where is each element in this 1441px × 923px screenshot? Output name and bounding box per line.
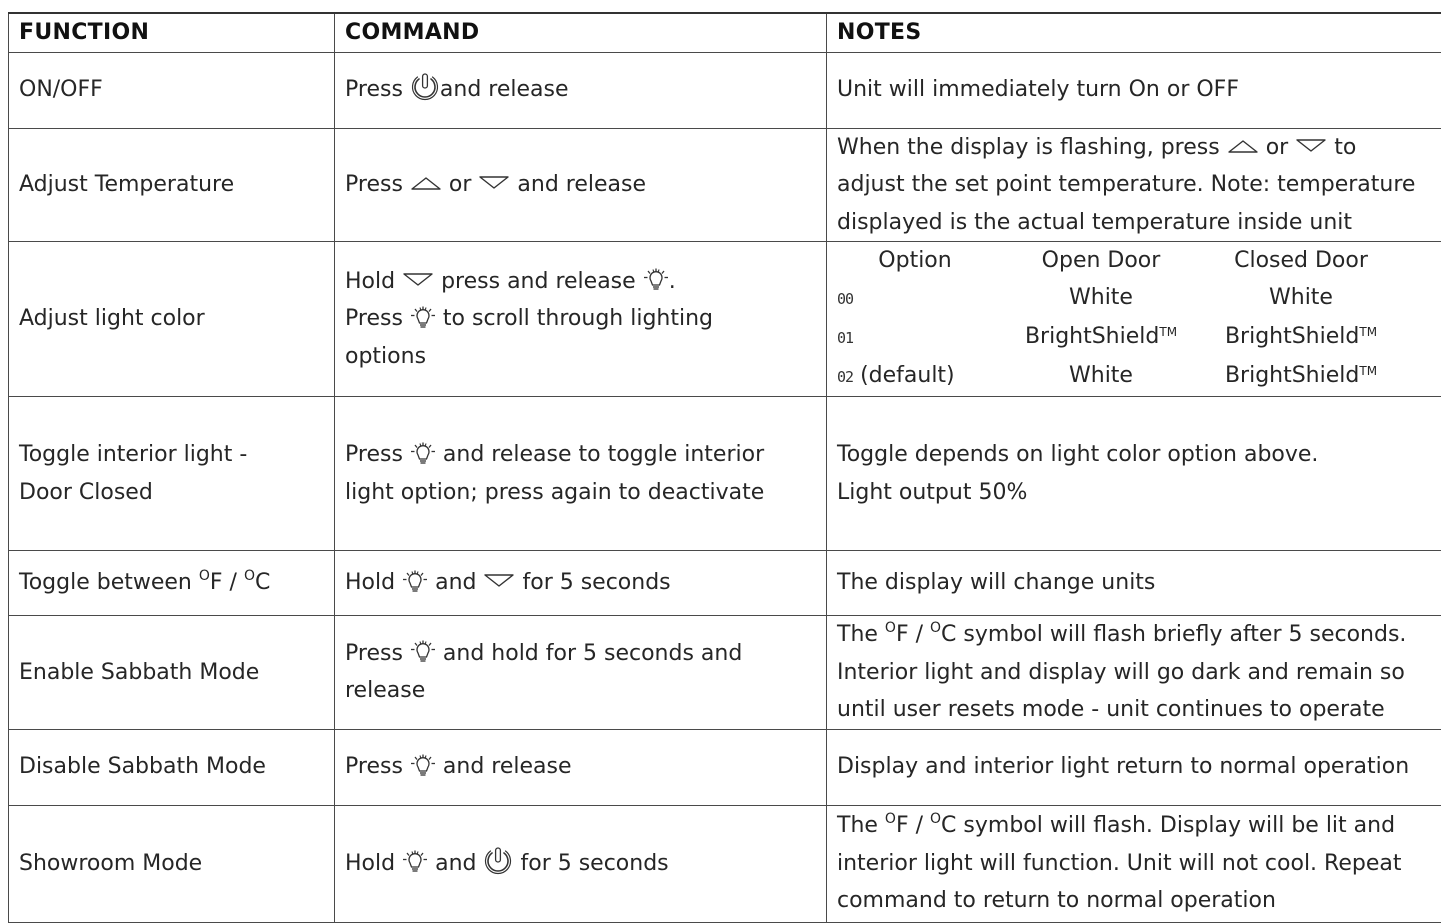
unit-text: C [255, 570, 270, 595]
notes-text: symbol will flash. Display will be lit and [963, 813, 1395, 838]
controls-table [8, 12, 1441, 923]
option-code [829, 357, 1001, 396]
segment-code: 00 [837, 290, 853, 308]
command-text: Hold [345, 851, 395, 876]
function-text: Door Closed [19, 474, 324, 512]
table-row [9, 805, 1441, 922]
light-bulb-icon [643, 268, 669, 291]
command-cell [335, 805, 827, 922]
command-text: Hold [345, 570, 395, 595]
function-cell: Showroom Mode [9, 805, 335, 922]
header-notes: NOTES [827, 13, 1441, 52]
table-row [9, 242, 1441, 397]
segment-code: 01 [837, 329, 853, 347]
notes-text: until user resets mode - unit continues to operate [837, 691, 1431, 729]
command-text: and release [443, 754, 572, 779]
function-cell [9, 551, 335, 616]
notes-cell [827, 242, 1441, 397]
command-text: options [345, 338, 816, 376]
notes-cell: The display will change units [827, 551, 1441, 616]
up-triangle-icon [1227, 137, 1259, 155]
notes-cell [827, 616, 1441, 730]
command-cell [335, 551, 827, 616]
command-text: press and release [441, 269, 636, 294]
light-bulb-icon [410, 442, 436, 465]
trademark: TM [1359, 364, 1377, 378]
command-text: or [449, 172, 472, 197]
option-code [829, 318, 1001, 357]
command-cell [335, 242, 827, 397]
header-command: COMMAND [335, 13, 827, 52]
command-text: and release [517, 172, 646, 197]
command-text: and [435, 851, 476, 876]
down-triangle-icon [402, 271, 434, 289]
power-icon [483, 847, 513, 877]
command-cell [335, 52, 827, 128]
function-cell: Adjust light color [9, 242, 335, 397]
degree-symbol: O [199, 568, 210, 584]
option-open-door [1001, 318, 1201, 357]
function-cell [9, 397, 335, 551]
degree-symbol: O [885, 811, 896, 827]
unit-text: F / [896, 622, 923, 647]
degree-symbol: O [930, 620, 941, 636]
table-row [9, 397, 1441, 551]
command-text: Hold [345, 269, 395, 294]
command-text: to scroll through lighting [443, 306, 713, 331]
unit-text: F / [210, 570, 237, 595]
down-triangle-icon [1295, 137, 1327, 155]
command-text: and hold for 5 seconds and [443, 641, 742, 666]
notes-text: Light output 50% [837, 474, 1431, 512]
command-text: Press [345, 172, 403, 197]
command-text: Press [345, 442, 403, 467]
command-cell [335, 616, 827, 730]
command-text: for 5 seconds [520, 851, 668, 876]
command-text: light option; press again to deactivate [345, 474, 816, 512]
light-bulb-icon [402, 850, 428, 873]
trademark: TM [1159, 325, 1177, 339]
option-code [829, 279, 1001, 318]
option-text: BrightShield [1225, 363, 1359, 388]
light-bulb-icon [410, 754, 436, 777]
notes-text: When the display is flashing, press [837, 135, 1220, 160]
options-header: Open Door [1001, 242, 1201, 279]
command-text: for 5 seconds [522, 570, 670, 595]
notes-cell: Unit will immediately turn On or OFF [827, 52, 1441, 128]
command-cell [335, 397, 827, 551]
light-options-grid [829, 242, 1431, 396]
notes-text: symbol will flash briefly after 5 seconds. [963, 622, 1406, 647]
option-open-door: White [1001, 357, 1201, 396]
option-text: BrightShield [1225, 324, 1359, 349]
notes-text: displayed is the actual temperature inside unit [837, 204, 1431, 242]
notes-text: Interior light and display will go dark and remain so [837, 654, 1431, 692]
power-icon [410, 73, 440, 103]
notes-text: adjust the set point temperature. Note: temperature [837, 166, 1431, 204]
command-text: Press [345, 641, 403, 666]
up-triangle-icon [410, 174, 442, 192]
table-row [9, 616, 1441, 730]
degree-symbol: O [885, 620, 896, 636]
function-text: Toggle interior light - [19, 436, 324, 474]
command-text: and release to toggle interior [443, 442, 764, 467]
option-closed-door: White [1201, 279, 1401, 318]
command-cell [335, 128, 827, 242]
trademark: TM [1359, 325, 1377, 339]
light-bulb-icon [410, 640, 436, 663]
segment-code: 02 [837, 368, 853, 386]
table-row [9, 551, 1441, 616]
unit-text: C [941, 813, 956, 838]
unit-text: C [941, 622, 956, 647]
option-closed-door [1201, 357, 1401, 396]
notes-cell [827, 128, 1441, 242]
options-header: Closed Door [1201, 242, 1401, 279]
function-text: Toggle between [19, 570, 192, 595]
unit-text: F / [896, 813, 923, 838]
command-text: . [669, 269, 676, 294]
command-text: and release [440, 77, 569, 102]
notes-text: interior light will function. Unit will not cool. Repeat [837, 845, 1431, 883]
command-cell [335, 729, 827, 805]
option-text: BrightShield [1025, 324, 1159, 349]
down-triangle-icon [478, 174, 510, 192]
command-text: Press [345, 77, 403, 102]
function-cell: Disable Sabbath Mode [9, 729, 335, 805]
notes-text: Toggle depends on light color option above. [837, 436, 1431, 474]
degree-symbol: O [244, 568, 255, 584]
notes-cell: Display and interior light return to normal operation [827, 729, 1441, 805]
notes-text: The [837, 622, 878, 647]
options-header: Option [829, 242, 1001, 279]
option-closed-door [1201, 318, 1401, 357]
option-open-door: White [1001, 279, 1201, 318]
table-row [9, 729, 1441, 805]
table-row [9, 128, 1441, 242]
down-triangle-icon [483, 572, 515, 590]
header-function: FUNCTION [9, 13, 335, 52]
light-bulb-icon [410, 306, 436, 329]
command-text: and [435, 570, 476, 595]
command-text: Press [345, 754, 403, 779]
command-text: release [345, 672, 816, 710]
notes-text: to [1334, 135, 1356, 160]
header-row [9, 13, 1441, 52]
function-cell: ON/OFF [9, 52, 335, 128]
function-cell: Adjust Temperature [9, 128, 335, 242]
option-suffix: (default) [860, 363, 955, 388]
notes-text: command to return to normal operation [837, 882, 1431, 920]
degree-symbol: O [930, 811, 941, 827]
function-cell: Enable Sabbath Mode [9, 616, 335, 730]
notes-text: or [1266, 135, 1289, 160]
notes-cell [827, 397, 1441, 551]
command-text: Press [345, 306, 403, 331]
notes-text: The [837, 813, 878, 838]
table-row [9, 52, 1441, 128]
notes-cell [827, 805, 1441, 922]
light-bulb-icon [402, 570, 428, 593]
